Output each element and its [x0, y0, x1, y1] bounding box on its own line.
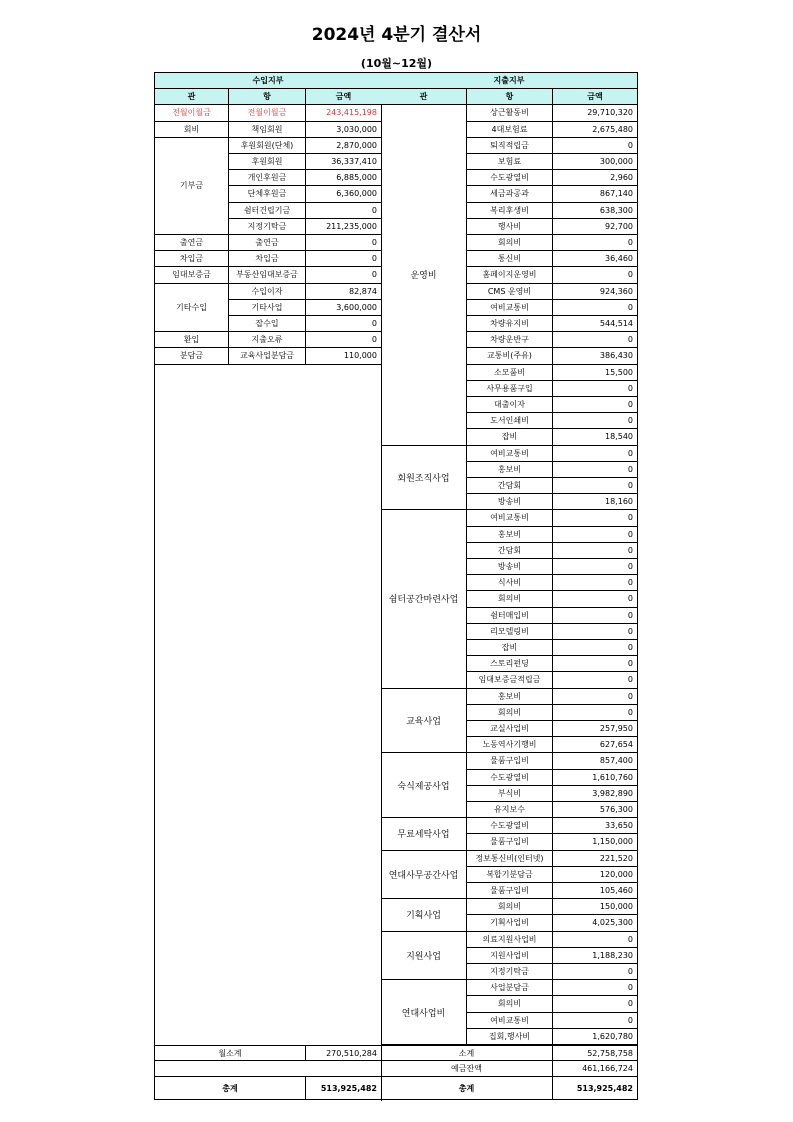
- expense-amount-cell: 0: [552, 689, 637, 705]
- expense-section-header: 지출지부: [381, 73, 637, 89]
- expense-amount-cell: 0: [552, 980, 637, 996]
- income-amount-cell: 82,874: [305, 284, 381, 300]
- expense-amount-cell: 257,950: [552, 721, 637, 737]
- income-amount-cell: 3,030,000: [305, 122, 381, 138]
- income-empty-row: [155, 1061, 381, 1077]
- expense-amount-cell: 0: [552, 559, 637, 575]
- expense-amount-cell: 1,610,760: [552, 770, 637, 786]
- expense-gwan-cell: 숙식제공사업: [381, 753, 466, 818]
- income-gwan-cell: 전월이월금: [155, 105, 228, 121]
- income-hang-cell: 기타사업: [228, 300, 305, 316]
- expense-hang-cell: 차량운반구: [466, 332, 552, 348]
- expense-hang-cell: 여비교통비: [466, 510, 552, 526]
- expense-amount-cell: 1,150,000: [552, 834, 637, 850]
- expense-amount-cell: 0: [552, 510, 637, 526]
- expense-amount-cell: 0: [552, 397, 637, 413]
- expense-amount-cell: 0: [552, 624, 637, 640]
- expense-amount-cell: 92,700: [552, 219, 637, 235]
- expense-amount-cell: 0: [552, 672, 637, 688]
- expense-gwan-cell: 회원조직사업: [381, 446, 466, 511]
- expense-amount-cell: 0: [552, 413, 637, 429]
- expense-amount-cell: 36,460: [552, 251, 637, 267]
- expense-hang-cell: 스토리펀딩: [466, 656, 552, 672]
- expense-gwan-cell: 연대사무공간사업: [381, 851, 466, 900]
- expense-hang-cell: 홍보비: [466, 689, 552, 705]
- expense-hang-cell: 회의비: [466, 899, 552, 915]
- expense-hang-cell: 사무용품구입: [466, 381, 552, 397]
- expense-section: [381, 73, 637, 1101]
- expense-hang-cell: 통신비: [466, 251, 552, 267]
- income-gwan-cell: 기타수입: [155, 284, 228, 333]
- expense-hang-cell: 홈페이지운영비: [466, 267, 552, 283]
- expense-hang-cell: 수도광열비: [466, 170, 552, 186]
- income-section-header: 수입지부: [155, 73, 381, 89]
- expense-gwan-cell: 쉼터공간마련사업: [381, 510, 466, 688]
- income-gwan-cell: 회비: [155, 122, 228, 138]
- income-hang-cell: 쉼터건립기금: [228, 203, 305, 219]
- expense-hang-cell: 방송비: [466, 559, 552, 575]
- income-hang-cell: 지정기탁금: [228, 219, 305, 235]
- expense-hang-cell: 수도광열비: [466, 818, 552, 834]
- expense-hang-cell: 도서인쇄비: [466, 413, 552, 429]
- expense-hang-cell: 세금과공과: [466, 186, 552, 202]
- expense-gwan-cell: 지원사업: [381, 932, 466, 981]
- expense-amount-cell: 0: [552, 300, 637, 316]
- income-amount-cell: 6,360,000: [305, 186, 381, 202]
- expense-amount-cell: 0: [552, 640, 637, 656]
- expense-amount-cell: 221,520: [552, 851, 637, 867]
- income-gwan-cell: 차입금: [155, 251, 228, 267]
- expense-hang-cell: 홍보비: [466, 462, 552, 478]
- expense-hang-cell: 리모델링비: [466, 624, 552, 640]
- income-subtotal-label: 월소계: [155, 1045, 305, 1061]
- expense-amount-cell: 0: [552, 932, 637, 948]
- expense-hang-cell: 회의비: [466, 591, 552, 607]
- income-hang-cell: 개인후원금: [228, 170, 305, 186]
- income-col-header: 항: [228, 89, 305, 105]
- expense-amount-cell: 0: [552, 446, 637, 462]
- income-col-header: 금액: [305, 89, 381, 105]
- expense-amount-cell: 0: [552, 462, 637, 478]
- expense-amount-cell: 0: [552, 608, 637, 624]
- expense-amount-cell: 0: [552, 705, 637, 721]
- expense-hang-cell: 회의비: [466, 996, 552, 1012]
- income-amount-cell: 0: [305, 251, 381, 267]
- expense-hang-cell: 소모품비: [466, 365, 552, 381]
- expense-amount-cell: 1,620,780: [552, 1029, 637, 1045]
- expense-hang-cell: CMS 운영비: [466, 284, 552, 300]
- expense-hang-cell: 물품구입비: [466, 883, 552, 899]
- period-label: (10월~12월): [360, 57, 433, 70]
- balance-amount: 461,166,724: [552, 1061, 637, 1077]
- expense-total-amount: 513,925,482: [552, 1077, 637, 1099]
- expense-amount-cell: 0: [552, 543, 637, 559]
- expense-hang-cell: 기획사업비: [466, 915, 552, 931]
- expense-amount-cell: 2,675,480: [552, 122, 637, 138]
- expense-amount-cell: 4,025,300: [552, 915, 637, 931]
- income-total-label: 총계: [222, 1083, 238, 1093]
- expense-amount-cell: 105,460: [552, 883, 637, 899]
- expense-hang-cell: 퇴직적립금: [466, 138, 552, 154]
- income-amount-cell: 36,337,410: [305, 154, 381, 170]
- income-amount-cell: 3,600,000: [305, 300, 381, 316]
- expense-hang-cell: 임대보증금적립금: [466, 672, 552, 688]
- expense-amount-cell: 0: [552, 996, 637, 1012]
- expense-gwan-cell: 무료세탁사업: [381, 818, 466, 850]
- expense-hang-cell: 물품구입비: [466, 753, 552, 769]
- expense-hang-cell: 의료지원사업비: [466, 932, 552, 948]
- expense-amount-cell: 18,540: [552, 429, 637, 445]
- expense-hang-cell: 대출이자: [466, 397, 552, 413]
- expense-amount-cell: 120,000: [552, 867, 637, 883]
- expense-amount-cell: 0: [552, 235, 637, 251]
- income-gwan-cell: 출연금: [155, 235, 228, 251]
- expense-hang-cell: 지원사업비: [466, 948, 552, 964]
- expense-amount-cell: 0: [552, 381, 637, 397]
- expense-hang-cell: 홍보비: [466, 527, 552, 543]
- expense-amount-cell: 0: [552, 138, 637, 154]
- income-amount-cell: 6,885,000: [305, 170, 381, 186]
- expense-hang-cell: 보험료: [466, 154, 552, 170]
- expense-subtotal-amount: 52,758,758: [552, 1045, 637, 1061]
- expense-hang-cell: 방송비: [466, 494, 552, 510]
- expense-amount-cell: 544,514: [552, 316, 637, 332]
- income-amount-cell: 0: [305, 235, 381, 251]
- income-hang-cell: 단체후원금: [228, 186, 305, 202]
- income-hang-cell: 수입이자: [228, 284, 305, 300]
- expense-hang-cell: 쉼터매입비: [466, 608, 552, 624]
- income-hang-cell: 차입금: [228, 251, 305, 267]
- income-hang-cell: 지출오류: [228, 332, 305, 348]
- income-amount-cell: 0: [305, 203, 381, 219]
- expense-hang-cell: 여비교통비: [466, 1013, 552, 1029]
- expense-hang-cell: 물품구입비: [466, 834, 552, 850]
- income-subtotal-amount: 270,510,284: [305, 1045, 381, 1061]
- income-section: [155, 73, 382, 1101]
- expense-gwan-cell: 운영비: [381, 105, 466, 445]
- income-amount-cell: 2,870,000: [305, 138, 381, 154]
- income-gwan-cell: 기부금: [155, 138, 228, 235]
- expense-col-header: 관: [381, 89, 466, 105]
- expense-hang-cell: 상근활동비: [466, 105, 552, 121]
- income-hang-cell: 부동산임대보증금: [228, 267, 305, 283]
- expense-amount-cell: 857,400: [552, 753, 637, 769]
- income-gwan-cell: 분담금: [155, 348, 228, 364]
- expense-hang-cell: 교통비(주유): [466, 348, 552, 364]
- income-hang-cell: 후원회원(단체): [228, 138, 305, 154]
- expense-hang-cell: 여비교통비: [466, 446, 552, 462]
- expense-amount-cell: 867,140: [552, 186, 637, 202]
- expense-hang-cell: 지정기탁금: [466, 964, 552, 980]
- expense-amount-cell: 0: [552, 478, 637, 494]
- expense-amount-cell: 150,000: [552, 899, 637, 915]
- income-amount-cell: 0: [305, 332, 381, 348]
- expense-hang-cell: 잡비: [466, 429, 552, 445]
- expense-hang-cell: 식사비: [466, 575, 552, 591]
- expense-hang-cell: 회의비: [466, 235, 552, 251]
- expense-amount-cell: 576,300: [552, 802, 637, 818]
- expense-amount-cell: 33,650: [552, 818, 637, 834]
- expense-gwan-cell: 기획사업: [381, 899, 466, 931]
- expense-hang-cell: 복리후생비: [466, 203, 552, 219]
- balance-label: 예금잔액: [381, 1061, 552, 1077]
- expense-hang-cell: 잡비: [466, 640, 552, 656]
- expense-amount-cell: 2,960: [552, 170, 637, 186]
- income-hang-cell: 후원회원: [228, 154, 305, 170]
- income-hang-cell: 출연금: [228, 235, 305, 251]
- income-hang-cell: 전월이월금: [228, 105, 305, 121]
- income-hang-cell: 교육사업분담금: [228, 348, 305, 364]
- expense-gwan-cell: 교육사업: [381, 689, 466, 754]
- expense-hang-cell: 유지보수: [466, 802, 552, 818]
- expense-amount-cell: 300,000: [552, 154, 637, 170]
- expense-subtotal-label: 소계: [381, 1045, 552, 1061]
- expense-amount-cell: 3,982,890: [552, 786, 637, 802]
- expense-amount-cell: 0: [552, 332, 637, 348]
- expense-amount-cell: 386,430: [552, 348, 637, 364]
- expense-hang-cell: 정보통신비(인터넷): [466, 851, 552, 867]
- expense-amount-cell: 924,360: [552, 284, 637, 300]
- expense-hang-cell: 집회,행사비: [466, 1029, 552, 1045]
- income-gwan-cell: 임대보증금: [155, 267, 228, 283]
- expense-hang-cell: 회의비: [466, 705, 552, 721]
- expense-amount-cell: 0: [552, 964, 637, 980]
- expense-amount-cell: 15,500: [552, 365, 637, 381]
- expense-total-label: 총계: [458, 1083, 475, 1093]
- expense-amount-cell: 0: [552, 1013, 637, 1029]
- expense-amount-cell: 1,188,230: [552, 948, 637, 964]
- page-title: 2024년 4분기 결산서: [311, 25, 482, 45]
- income-amount-cell: 110,000: [305, 348, 381, 364]
- expense-hang-cell: 행사비: [466, 219, 552, 235]
- expense-amount-cell: 0: [552, 267, 637, 283]
- expense-hang-cell: 복합기분담금: [466, 867, 552, 883]
- expense-hang-cell: 부식비: [466, 786, 552, 802]
- expense-hang-cell: 여비교통비: [466, 300, 552, 316]
- income-amount-cell: 0: [305, 267, 381, 283]
- expense-hang-cell: 노동역사기행비: [466, 737, 552, 753]
- expense-gwan-cell: 연대사업비: [381, 980, 466, 1045]
- income-gwan-cell: 환입: [155, 332, 228, 348]
- expense-amount-cell: 627,654: [552, 737, 637, 753]
- income-col-header: 관: [155, 89, 228, 105]
- expense-amount-cell: 0: [552, 575, 637, 591]
- expense-amount-cell: 0: [552, 591, 637, 607]
- income-amount-cell: 211,235,000: [305, 219, 381, 235]
- expense-amount-cell: 18,160: [552, 494, 637, 510]
- income-total-amount: 513,925,482: [305, 1077, 381, 1099]
- income-amount-cell: 0: [305, 316, 381, 332]
- expense-col-header: 항: [466, 89, 552, 105]
- expense-amount-cell: 0: [552, 656, 637, 672]
- expense-hang-cell: 차량유지비: [466, 316, 552, 332]
- expense-amount-cell: 29,710,320: [552, 105, 637, 121]
- expense-hang-cell: 간담회: [466, 478, 552, 494]
- expense-hang-cell: 간담회: [466, 543, 552, 559]
- settlement-table: [154, 72, 638, 1100]
- expense-amount-cell: 0: [552, 527, 637, 543]
- expense-col-header: 금액: [552, 89, 637, 105]
- expense-amount-cell: 638,300: [552, 203, 637, 219]
- expense-hang-cell: 4대보험료: [466, 122, 552, 138]
- expense-hang-cell: 교실사업비: [466, 721, 552, 737]
- income-hang-cell: 책임회원: [228, 122, 305, 138]
- expense-hang-cell: 사업분담금: [466, 980, 552, 996]
- income-hang-cell: 잡수입: [228, 316, 305, 332]
- income-amount-cell: 243,415,198: [305, 105, 381, 121]
- expense-hang-cell: 수도광열비: [466, 770, 552, 786]
